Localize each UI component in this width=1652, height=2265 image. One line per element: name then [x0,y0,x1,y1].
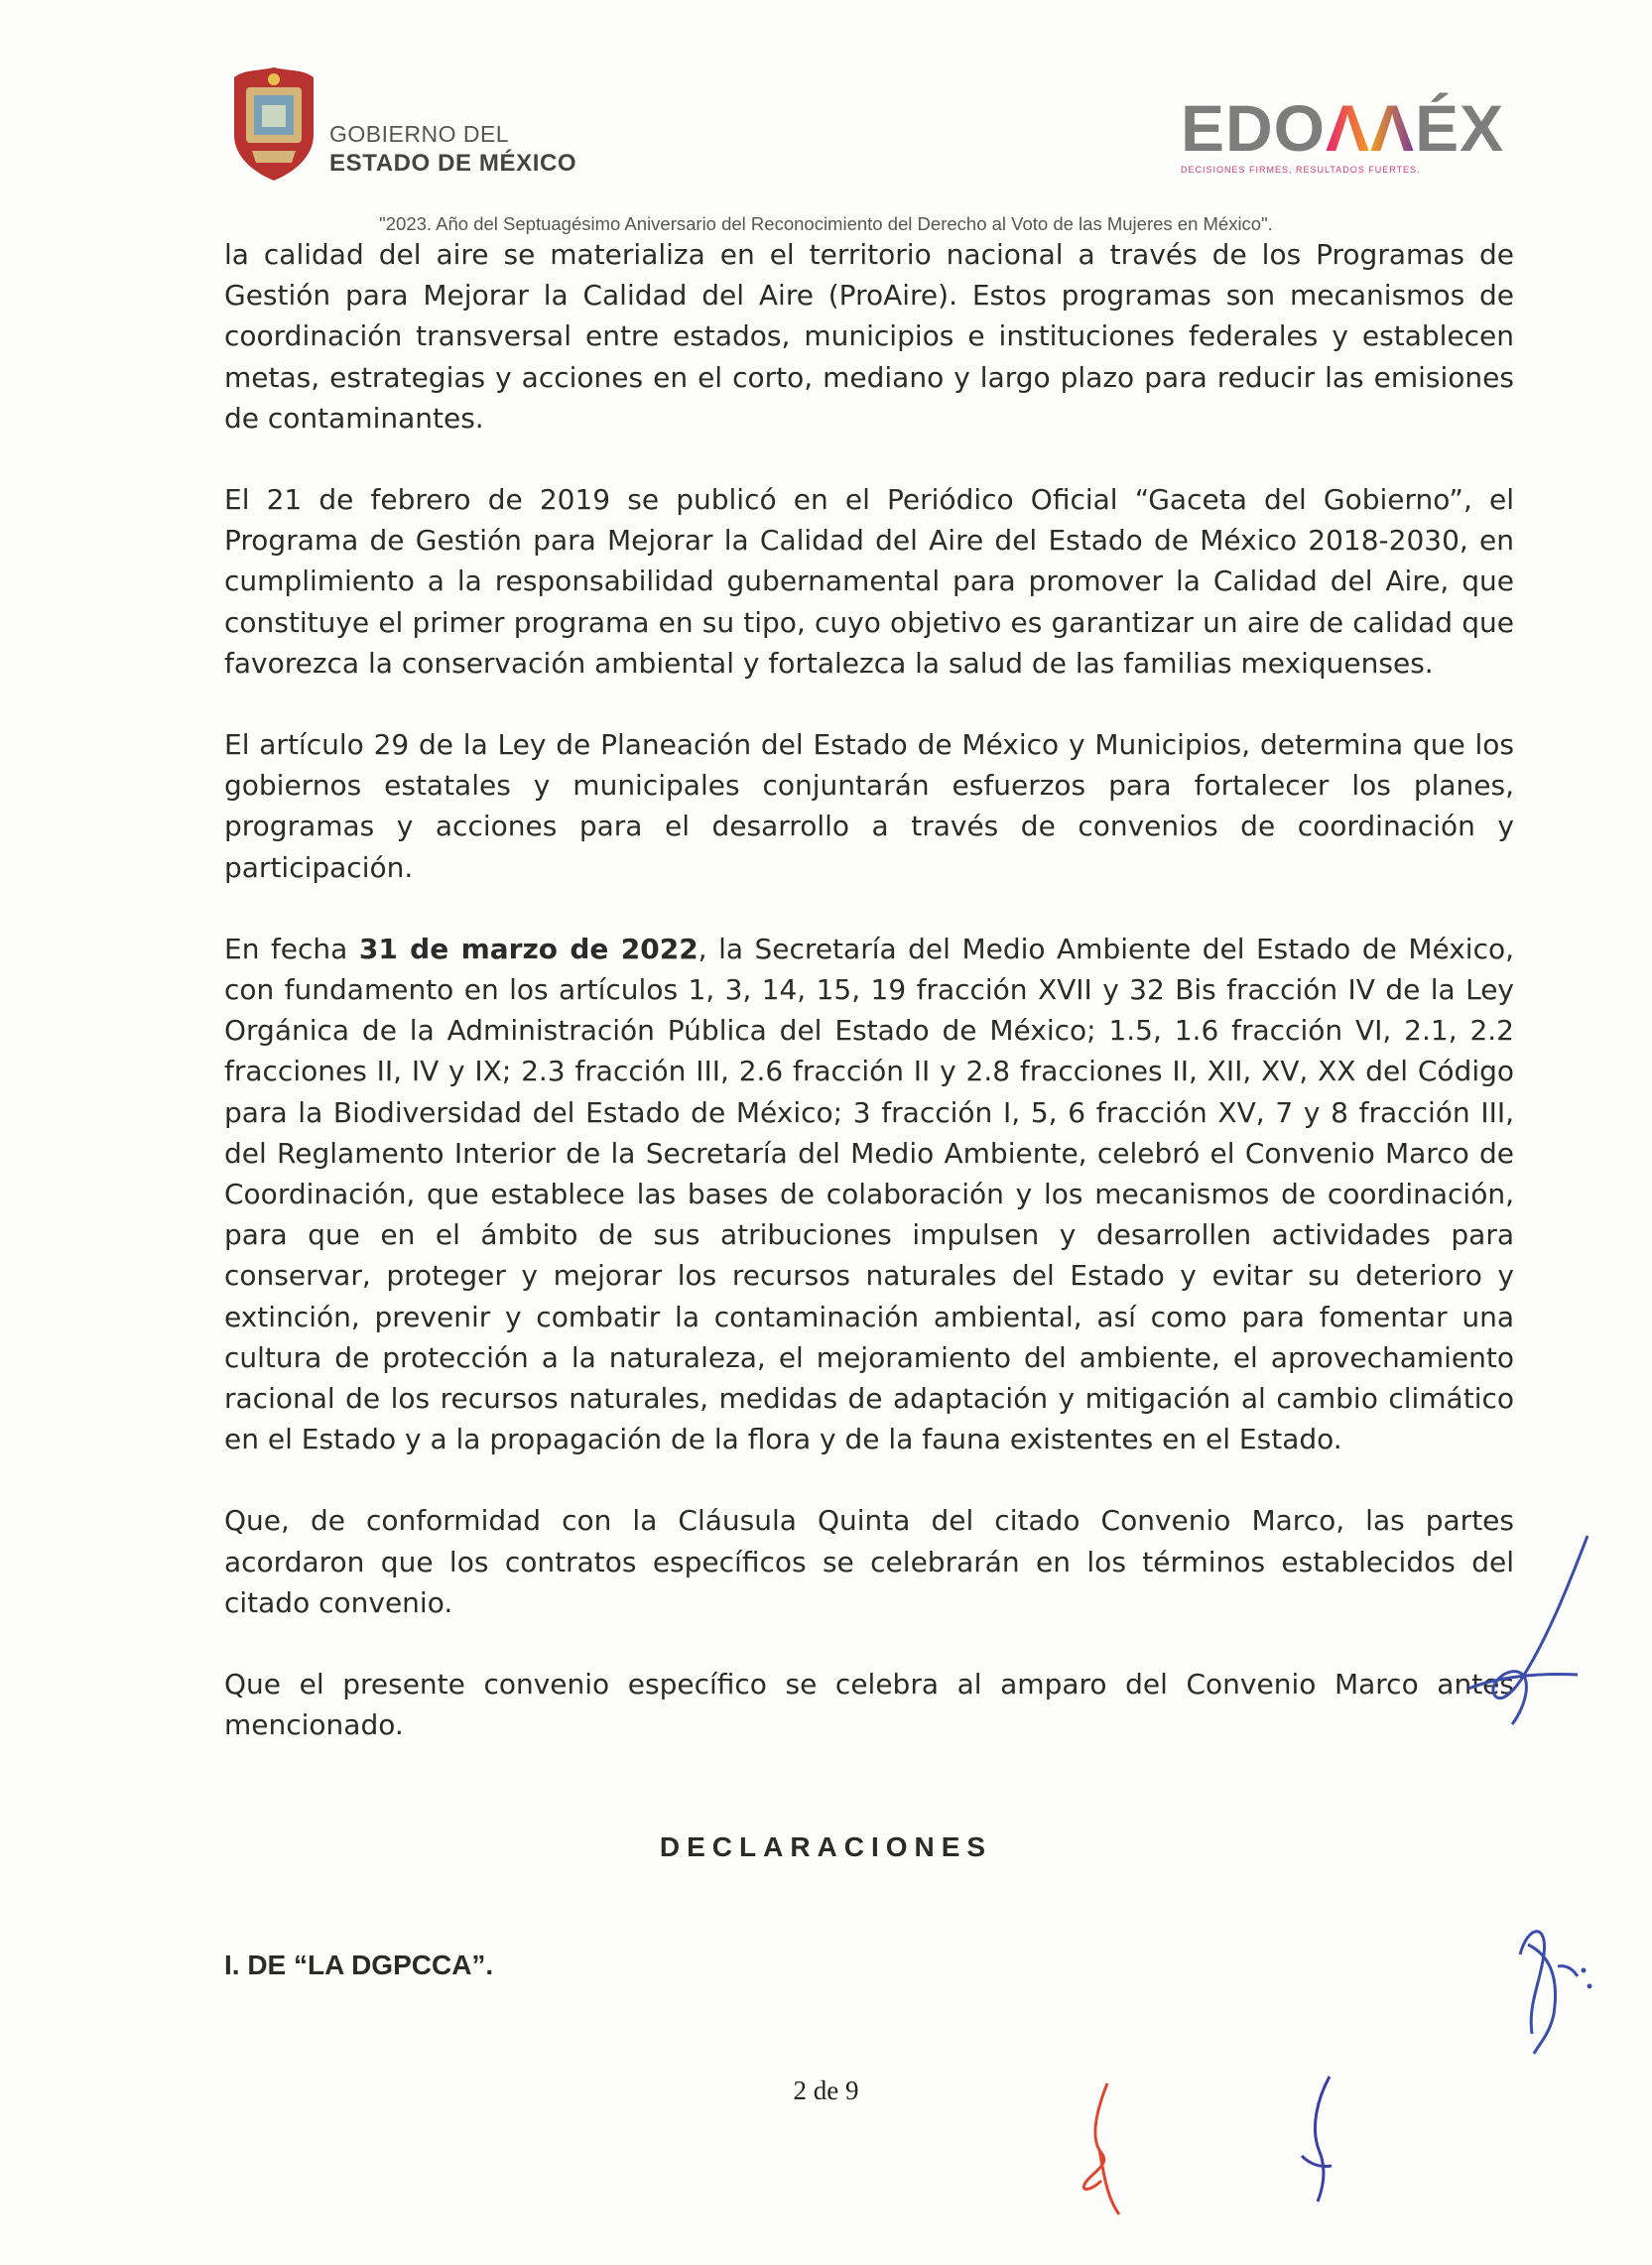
paragraph-convenio-especifico: Que el presente convenio específico se celebra al amparo del Convenio Marco antes mencionado. [224,1668,1514,1742]
year-motto: "2023. Año del Septuagésimo Aniversario del Reconocimiento del Derecho al Voto de las Mujeres en México". [379,213,1273,234]
signature-red-icon [1062,2074,1141,2222]
paragraph-clausula-quinta: Que, de conformidad con la Cláusula Quinta del citado Convenio Marco, las partes acordaron que los contratos específicos se celebrarán en los términos establecidos del citado convenio. [224,1504,1514,1619]
brand-mark: ΛΛ [1326,91,1416,165]
state-seal-icon [226,65,321,183]
edomex-brand-logo [1181,91,1518,185]
highlighted-date: 31 de marzo de 2022 [358,932,699,965]
paragraph-article-29: El artículo 29 de la Ley de Planeación del Estado de México y Municipios, determina que los gobiernos estatales y municipales conjuntarán esfuerzos para fortalecer los planes, programas y acciones para el desarrollo a través de convenios de coordinación y participación. [224,728,1514,884]
brand-tagline: DECISIONES FIRMES, RESULTADOS FUERTES. [1181,165,1421,175]
brand-prefix: EDO [1181,91,1327,165]
paragraph-proaire: la calidad del aire se materializa en el territorio nacional a través de los Programas de Gestión para Mejorar la Calidad del Aire (ProAire). Estos programas son mecanismos de coordinación transversal entre estados, municipios e instituciones federales y establecen metas, estrategias y acciones en el corto, mediano y largo plazo para reducir las emisiones de contaminantes. [224,238,1514,435]
signature-blue-bottom-icon [1280,2069,1359,2217]
brand-suffix: ÉX [1415,91,1505,165]
page-number: 2 de 9 [793,2076,859,2105]
signature-initials-icon [1498,1915,1607,2064]
paragraph-convenio-marco: En fecha 31 de marzo de 2022, la Secretaría del Medio Ambiente del Estado de México, con fundamento en los artículos 1, 3, 14, 15, 19 fracción XVII y 32 Bis fracción IV de la Ley Orgánica de la Administración Pública del Estado de México; 1.5, 1.6 fracción VI, 2.1, 2.2 fracciones II, IV y IX; 2.3 fracción III, 2.6 fracción II y 2.8 fracciones II, XII, XV, XX del Código para la Biodiversidad del Estado de México; 3 fracción I, 5, 6 fracción XV, 7 y 8 fracción III, del Reglamento Interior de la Secretaría del Medio Ambiente, celebró el Convenio Marco de Coordinación, que establece las bases de colaboración y los mecanismos de coordinación, para que en el ámbito de sus atribuciones impulsen y desarrollen actividades para conservar, proteger y mejorar los recursos naturales del Estado y evitar su deterioro y extinción, prevenir y combatir la contaminación ambiental, así como para fomentar una cultura de protección a la naturaleza, el mejoramiento del ambiente, el aprovechamiento racional de los recursos naturales, medidas de adaptación y mitigación al cambio climático en el Estado y a la propagación de la flora y de la fauna existentes en el Estado. [224,932,1514,1456]
government-name-line1: GOBIERNO DEL [329,121,510,147]
document-body [224,234,1514,1787]
signature-right-margin-icon [1429,1528,1607,1736]
section-heading: I. DE “LA DGPCCA”. [224,1950,494,1980]
government-logo [226,65,623,194]
declarations-heading: DECLARACIONES [659,1831,993,1862]
paragraph-gaceta: El 21 de febrero de 2019 se publicó en el Periódico Oficial “Gaceta del Gobierno”, el Programa de Gestión para Mejorar la Calidad del Aire del Estado de México 2018-2030, en cumplimiento a la responsabilidad gubernamental para promover la Calidad del Aire, que constituye el primer programa en su tipo, cuyo objetivo es garantizar un aire de calidad que favorezca la conservación ambiental y fortalezca la salud de las familias mexiquenses. [224,483,1514,680]
government-name-line2: ESTADO DE MÉXICO [329,150,577,177]
